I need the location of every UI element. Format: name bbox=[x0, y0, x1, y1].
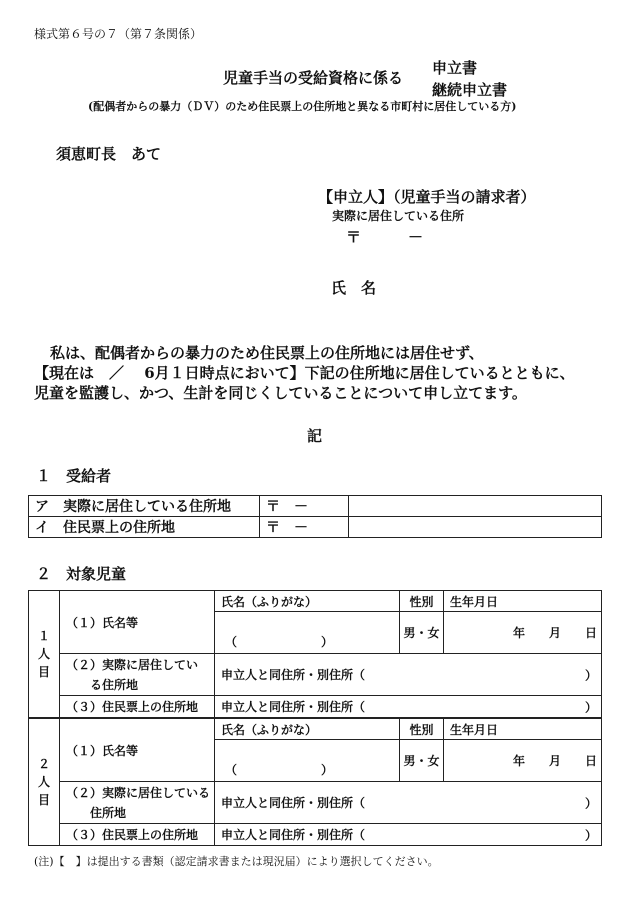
child-2-name-label: （１）氏名等 bbox=[60, 719, 215, 782]
child-2-name-field[interactable]: （ ） bbox=[215, 740, 400, 782]
statement-line-3: 児童を監護し、かつ、生計を同じくしていることについて申し立てます。 bbox=[34, 384, 527, 402]
postal-dash: － bbox=[408, 228, 424, 246]
children-table-2 bbox=[28, 718, 602, 846]
child-1-name-header: 氏名（ふりがな） bbox=[215, 591, 400, 612]
child-2-gender-field[interactable]: 男・女 bbox=[400, 740, 444, 782]
recipient-registered-postal[interactable]: 〒 － bbox=[260, 517, 349, 538]
child-1-gender-header: 性別 bbox=[400, 591, 444, 612]
child-1-actual-address-label: （２）実際に居住してい る住所地 bbox=[60, 654, 215, 696]
form-number: 様式第６号の７（第７条関係） bbox=[34, 27, 203, 41]
postal-mark: 〒 bbox=[346, 228, 362, 246]
child-2-dob-header: 生年月日 bbox=[444, 719, 602, 740]
table-row bbox=[29, 496, 602, 517]
section1-heading: １ 受給者 bbox=[36, 467, 112, 485]
child-2-actual-address-label: （２）実際に居住している 住所地 bbox=[60, 782, 215, 824]
child-1-registered-address-field[interactable]: 申立人と同住所・別住所（ ） bbox=[215, 696, 602, 718]
title-option-application: 申立書 bbox=[432, 59, 478, 77]
footnote: (注)【 】は提出する書類（認定請求書または現況届）により選択してください。 bbox=[34, 855, 439, 868]
table-row bbox=[29, 696, 602, 718]
child-1-registered-address-label: （３）住民票上の住所地 bbox=[60, 696, 215, 718]
section2-heading: ２ 対象児童 bbox=[36, 565, 127, 583]
title-prefix: 児童手当の受給資格に係る bbox=[223, 69, 404, 87]
child-1-gender-field[interactable]: 男・女 bbox=[400, 612, 444, 654]
child-1-group-label: １ 人 目 bbox=[29, 591, 60, 718]
table-row bbox=[29, 517, 602, 538]
child-2-actual-address-field[interactable]: 申立人と同住所・別住所（ ） bbox=[215, 782, 602, 824]
table-row bbox=[29, 654, 602, 696]
statement-line-2: 【現在は ／ 6月１日時点において】下記の住所地に居住しているとともに、 bbox=[34, 364, 575, 382]
table-row bbox=[29, 782, 602, 824]
table-row bbox=[29, 719, 602, 740]
child-1-dob-field[interactable]: 年 月 日 bbox=[444, 612, 602, 654]
child-2-gender-header: 性別 bbox=[400, 719, 444, 740]
applicant-name-label: 氏 名 bbox=[331, 279, 377, 297]
table-row bbox=[29, 824, 602, 846]
recipient-registered-address-label: イ 住民票上の住所地 bbox=[29, 517, 260, 538]
title-option-continuation: 継続申立書 bbox=[432, 81, 508, 99]
child-2-group-label: ２ 人 目 bbox=[29, 719, 60, 846]
child-1-actual-address-field[interactable]: 申立人と同住所・別住所（ ） bbox=[215, 654, 602, 696]
child-1-dob-header: 生年月日 bbox=[444, 591, 602, 612]
addressee: 須恵町長 あて bbox=[56, 145, 162, 163]
child-2-name-header: 氏名（ふりがな） bbox=[215, 719, 400, 740]
ki-label: 記 bbox=[307, 427, 323, 445]
statement-line-1: 私は、配偶者からの暴力のため住民票上の住所地には居住せず、 bbox=[50, 344, 484, 362]
recipient-actual-address-label: ア 実際に居住している住所地 bbox=[29, 496, 260, 517]
subtitle: (配偶者からの暴力（ＤＶ）のため住民票上の住所地と異なる市町村に居住している方) bbox=[88, 100, 517, 113]
recipient-actual-postal[interactable]: 〒 － bbox=[260, 496, 349, 517]
recipient-actual-address-field[interactable] bbox=[349, 496, 602, 517]
child-2-registered-address-field[interactable]: 申立人と同住所・別住所（ ） bbox=[215, 824, 602, 846]
applicant-heading: 【申立人】（児童手当の請求者） bbox=[318, 188, 536, 206]
children-table bbox=[28, 590, 602, 718]
table-row bbox=[29, 591, 602, 612]
child-2-dob-field[interactable]: 年 月 日 bbox=[444, 740, 602, 782]
child-1-name-label: （１）氏名等 bbox=[60, 591, 215, 654]
recipient-registered-address-field[interactable] bbox=[349, 517, 602, 538]
child-1-name-field[interactable]: （ ） bbox=[215, 612, 400, 654]
child-2-registered-address-label: （３）住民票上の住所地 bbox=[60, 824, 215, 846]
applicant-address-label: 実際に居住している住所 bbox=[332, 209, 465, 223]
recipient-table bbox=[28, 495, 602, 538]
